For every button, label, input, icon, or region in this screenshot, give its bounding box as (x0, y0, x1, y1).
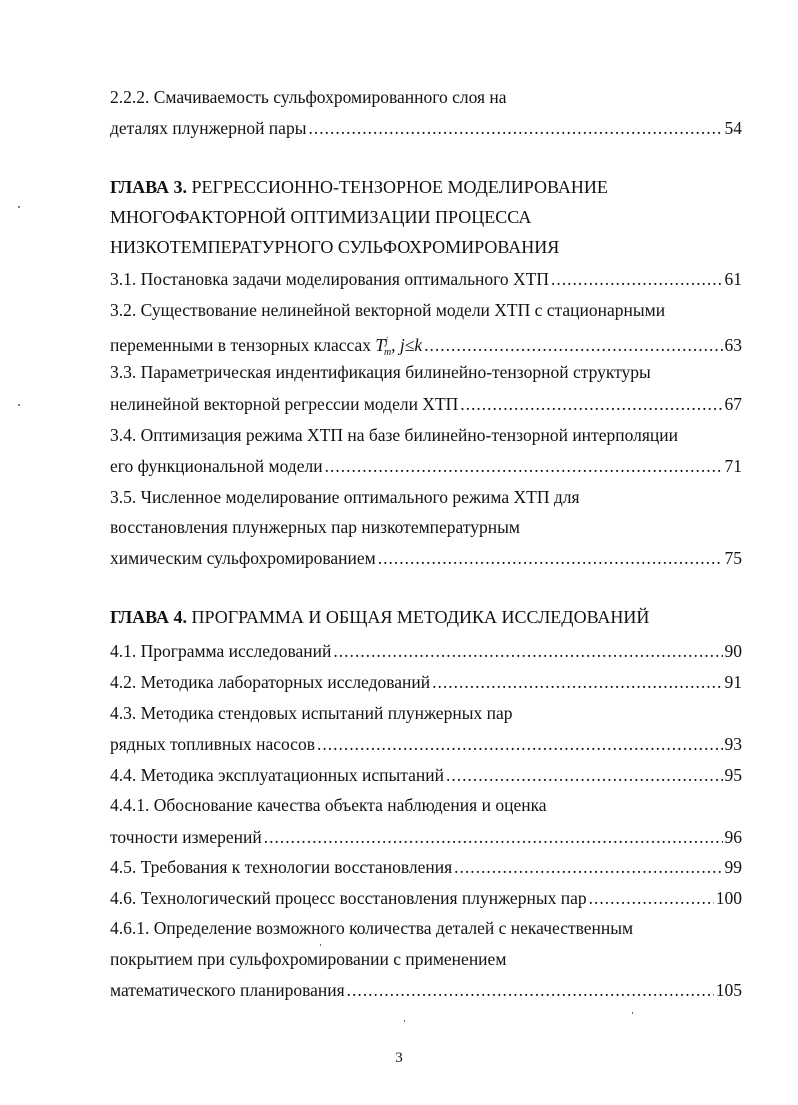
toc-page-number: 96 (724, 827, 742, 847)
toc-entry-4-2 (110, 671, 742, 693)
toc-entry-text-part: переменными в тензорных классах (110, 334, 376, 355)
chapter-4-label: ГЛАВА 4. (110, 607, 188, 627)
scan-speck (18, 206, 20, 208)
toc-entry-4-3-line1: 4.3. Методика стендовых испытаний плунжерных пар (110, 703, 513, 723)
toc-page-number: 61 (724, 269, 742, 289)
chapter-3-heading-line1 (110, 175, 608, 199)
dot-leader (454, 856, 722, 878)
toc-entry-3-3-line1: 3.3. Параметрическая индентификация билинейно-тензорной структуры (110, 362, 651, 382)
toc-entry-4-1 (110, 640, 742, 662)
toc-page-number: 63 (724, 334, 742, 355)
toc-entry-text: математического планирования (110, 980, 345, 1000)
toc-entry-3-4 (110, 455, 742, 477)
toc-entry-text: нелинейной векторной регрессии модели ХТП (110, 394, 459, 414)
toc-entry-2-2-2 (110, 117, 742, 139)
toc-page-number: 67 (724, 394, 742, 414)
toc-entry-text: 4.5. Требования к технологии восстановления (110, 857, 453, 877)
toc-entry-text: его функциональной модели (110, 456, 323, 476)
dot-leader (347, 979, 714, 1001)
toc-entry-4-4 (110, 764, 742, 786)
toc-page-number: 90 (724, 641, 742, 661)
toc-entry-text: 4.4. Методика эксплуатационных испытаний (110, 765, 445, 785)
toc-page-number: 100 (715, 888, 742, 908)
toc-entry-text: точности измерений (110, 827, 262, 847)
toc-entry-4-6-1-line2: покрытием при сульфохромировании с применением (110, 949, 507, 969)
toc-entry-3-3 (110, 393, 742, 415)
tensor-subscript: m (383, 347, 392, 359)
toc-page-number: 105 (715, 980, 742, 1000)
toc-entry-3-5 (110, 547, 742, 569)
dot-leader (264, 826, 723, 848)
toc-entry-3-2 (110, 331, 742, 364)
toc-entry-3-1 (110, 268, 742, 290)
toc-entry-4-6 (110, 887, 742, 909)
scan-speck (404, 1020, 405, 1022)
toc-entry-4-3 (110, 733, 742, 755)
toc-page-number: 91 (724, 672, 742, 692)
chapter-3-heading-line2: МНОГОФАКТОРНОЙ ОПТИМИЗАЦИИ ПРОЦЕССА (110, 207, 532, 227)
dot-leader (432, 671, 722, 693)
toc-entry-2-2-2-line1: 2.2.2. Смачиваемость сульфохромированного слоя на (110, 87, 507, 107)
dot-leader (446, 764, 722, 786)
toc-entry-text: 3.1. Постановка задачи моделирования оптимального ХТП (110, 269, 550, 289)
toc-entry-text: 4.2. Методика лабораторных исследований (110, 672, 431, 692)
toc-page-number: 99 (724, 857, 742, 877)
toc-entry-text: 4.1. Программа исследований (110, 641, 332, 661)
dot-leader (325, 455, 723, 477)
scan-speck (632, 1012, 633, 1014)
toc-page-number: 95 (724, 765, 742, 785)
dot-leader (308, 117, 722, 139)
toc-page-number: 93 (724, 734, 742, 754)
toc-entry-4-6-1-line1: 4.6.1. Определение возможного количества деталей с некачественным (110, 918, 634, 938)
scan-speck (320, 944, 321, 946)
toc-page-number: 71 (724, 456, 742, 476)
dot-leader (378, 547, 723, 569)
toc-entry-3-5-line1: 3.5. Численное моделирование оптимального режима ХТП для (110, 487, 580, 507)
dot-leader (424, 334, 722, 356)
toc-entry-3-5-line2: восстановления плунжерных пар низкотемпературным (110, 517, 520, 537)
dot-leader (551, 268, 722, 290)
tensor-condition: , j≤k (391, 334, 423, 355)
toc-page-number: 75 (724, 548, 742, 568)
chapter-4-heading (110, 605, 649, 629)
toc-entry-text: 4.6. Технологический процесс восстановления плунжерных пар (110, 888, 587, 908)
toc-entry-4-5 (110, 856, 742, 878)
dot-leader (589, 887, 714, 909)
toc-entry-3-4-line1: 3.4. Оптимизация режима ХТП на базе билинейно-тензорной интерполяции (110, 425, 678, 445)
toc-entry-4-6-1 (110, 979, 742, 1001)
toc-entry-text: рядных топливных насосов (110, 734, 315, 754)
toc-entry-4-4-1-line1: 4.4.1. Обоснование качества объекта наблюдения и оценка (110, 795, 547, 815)
chapter-4-title: ПРОГРАММА И ОБЩАЯ МЕТОДИКА ИССЛЕДОВАНИЙ (191, 607, 650, 627)
tensor-superscript: j (385, 336, 388, 347)
toc-entry-text: химическим сульфохромированием (110, 548, 376, 568)
toc-entry-4-4-1 (110, 826, 742, 848)
chapter-3-title-part1: РЕГРЕССИОННО-ТЕНЗОРНОЕ МОДЕЛИРОВАНИЕ (191, 177, 608, 197)
dot-leader (317, 733, 723, 755)
toc-entry-3-2-line1: 3.2. Существование нелинейной векторной модели ХТП с стационарными (110, 300, 666, 320)
dot-leader (333, 640, 722, 662)
toc-entry-text (110, 331, 422, 364)
chapter-3-heading-line3: НИЗКОТЕМПЕРАТУРНОГО СУЛЬФОХРОМИРОВАНИЯ (110, 237, 560, 257)
tensor-symbol: T (375, 334, 386, 355)
toc-entry-text: деталях плунжерной пары (110, 118, 307, 138)
scan-speck (18, 404, 20, 406)
chapter-3-label: ГЛАВА 3. (110, 177, 188, 197)
page-number: 3 (395, 1050, 403, 1066)
dot-leader (460, 393, 722, 415)
toc-page-number: 54 (724, 118, 742, 138)
